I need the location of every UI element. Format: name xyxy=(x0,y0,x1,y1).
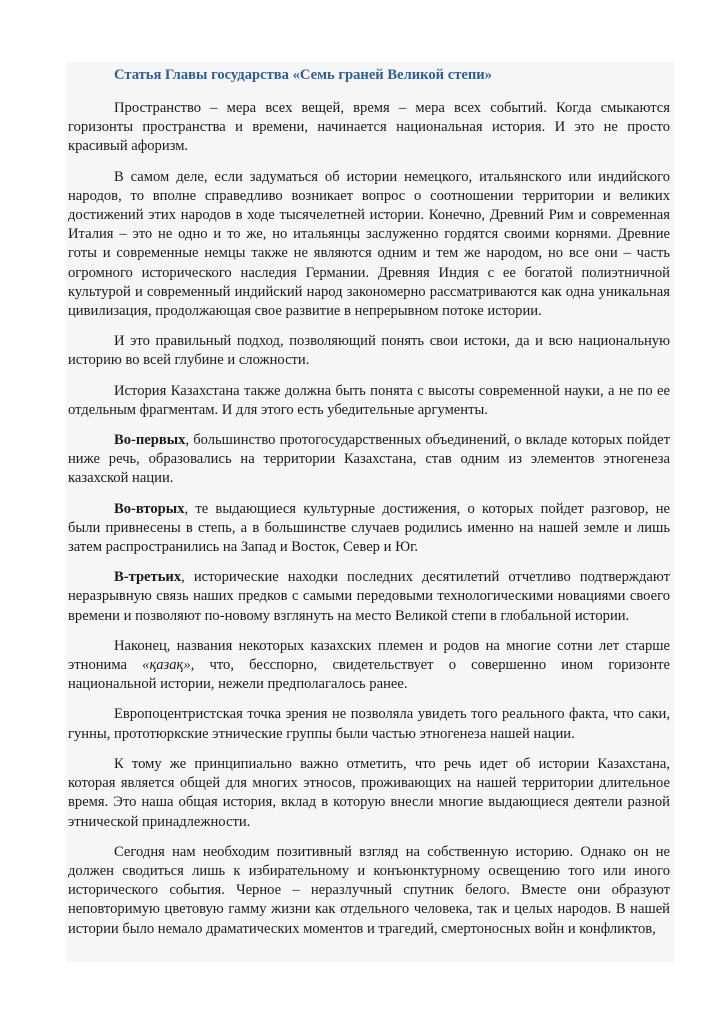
article-title: Статья Главы государства «Семь граней Великой степи» xyxy=(114,67,492,83)
paragraph: Наконец, названия некоторых казахских племен и родов на многие сотни лет старше этнонима «қазақ», что, бесспорно, свидетельствует о совершенно ином горизонте национальной истории, нежели предполагалось ранее. xyxy=(68,637,670,693)
paragraph-lead: Во-первых xyxy=(114,432,186,449)
paragraph: Во-первых, большинство протогосударственных объединений, о вкладе которых пойдет ниже речь, образовались на территории Казахстана, став одним из элементов этногенеза казахской нации. xyxy=(68,432,670,487)
paragraph: Европоцентристская точка зрения не позволяла увидеть того реального факта, что саки, гунны, прототюркские этнические группы были частью этногенеза нашей нации. xyxy=(68,706,670,742)
paragraph: Пространство – мера всех вещей, время – мера всех событий. Когда смыкаются горизонты пространства и времени, начинается национальная история. И это не просто красивый афоризм. xyxy=(68,100,670,155)
paragraph: Во-вторых, те выдающиеся культурные достижения, о которых пойдет разговор, не были привнесены в степь, а в большинстве случаев родились именно на нашей земле и лишь затем распространились на Запад и Восток, Север и Юг. xyxy=(68,500,670,556)
ethnonym-italic: «қазақ» xyxy=(142,657,191,674)
paragraph: К тому же принципиально важно отметить, что речь идет об истории Казахстана, которая является общей для многих этносов, проживающих на нашей территории длительное время. Это наша общая история, вклад в которую внесли многие выдающиеся деятели разной этнической принадлежности. xyxy=(68,755,670,830)
paragraph: В-третьих, исторические находки последних десятилетий отчетливо подтверждают неразрывную связь наших предков с самыми передовыми технологическими новациями своего времени и позволяют по-новому взглянуть на место Великой степи в глобальной истории. xyxy=(68,569,670,624)
paragraph-lead: В-третьих xyxy=(114,569,182,586)
paragraph: В самом деле, если задуматься об истории немецкого, итальянского или индийского народов, то вполне справедливо возникает вопрос о соотношении территории и великих достижений этих народов в ходе тысячелетней истории. Конечно, Древний Рим и современная Италия – это не одно и то же, но итальянцы заслуженно гордятся своими корнями. Древние готы и современные немцы также не являются одним и тем же народом, но все они – часть огромного исторического наследия Германии. Древняя Индия с ее богатой полиэтничной культурой и современный индийский народ закономерно рассматриваются как одна уникальная цивилизация, продолжающая свое развитие в непрерывном потоке истории. xyxy=(68,168,670,320)
paragraph: И это правильный подход, позволяющий понять свои истоки, да и всю национальную историю во всей глубине и сложности. xyxy=(68,333,670,369)
article-body xyxy=(68,66,670,950)
paragraph: История Казахстана также должна быть понята с высоты современной науки, а не по ее отдельным фрагментам. И для этого есть убедительные аргументы. xyxy=(68,382,670,418)
paragraph: Сегодня нам необходим позитивный взгляд на собственную историю. Однако он не должен сводиться лишь к избирательному и конъюнктурному освещению того или иного исторического события. Черное – неразлучный спутник белого. Вместе они образуют неповторимую цветовую гамму жизни как отдельного человека, так и целых народов. В нашей истории было немало драматических моментов и трагедий, смертоносных войн и конфликтов, xyxy=(68,843,670,937)
paragraph-lead: Во-вторых xyxy=(114,500,185,517)
